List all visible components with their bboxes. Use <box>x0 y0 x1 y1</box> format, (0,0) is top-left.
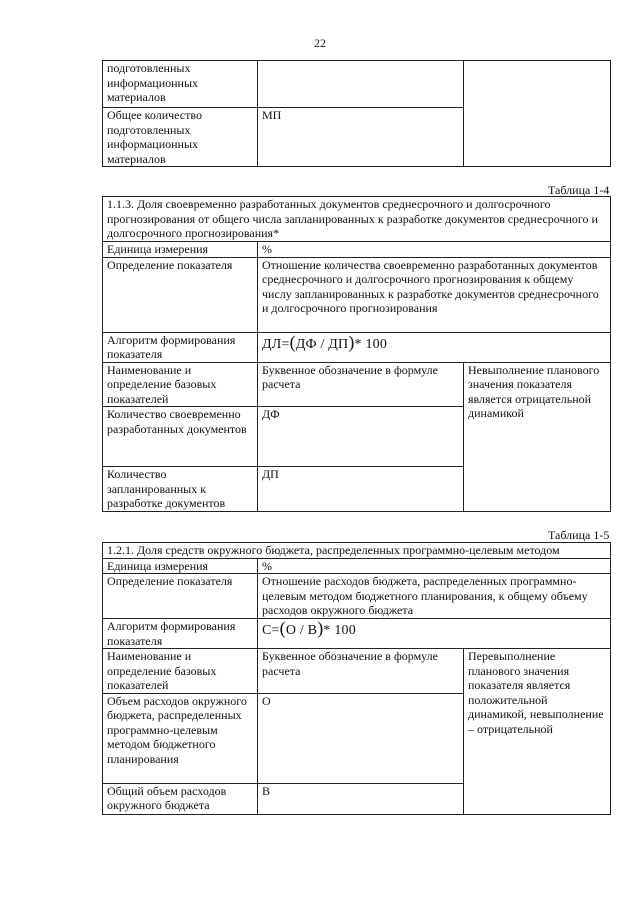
indicator-name-cell: Общее количество подготовленных информационных материалов <box>103 108 258 167</box>
unit-value: % <box>258 242 611 258</box>
symbol-cell <box>258 61 464 108</box>
indicator-name-cell: Количество запланированных к разработке документов <box>103 467 258 512</box>
symbol-header: Буквенное обозначение в формуле расчета <box>258 649 464 694</box>
indicator-name-cell: Общий объем расходов окружного бюджета <box>103 783 258 814</box>
algorithm-label: Алгоритм формирования показателя <box>103 332 258 362</box>
symbol-cell: ДФ <box>258 407 464 467</box>
table-row <box>103 543 611 559</box>
dynamics-cell <box>464 61 611 167</box>
table-row <box>103 649 611 694</box>
indicator-title: 1.1.3. Доля своевременно разработанных документов среднесрочного и долгосрочного прогнозирования от общего числа запланированных к разработке документов среднесрочного и долгосрочного прогнозирования* <box>103 197 611 242</box>
base-indicators-label: Наименование и определение базовых показателей <box>103 649 258 694</box>
table-continuation <box>102 60 611 167</box>
formula: С=(О / В)* 100 <box>258 619 611 649</box>
definition-label: Определение показателя <box>103 257 258 332</box>
table-row <box>103 362 611 407</box>
table-row <box>103 574 611 619</box>
table-row <box>103 197 611 242</box>
indicator-name-cell: подготовленных информационных материалов <box>103 61 258 108</box>
dynamics-cell: Невыполнение планового значения показателя является отрицательной динамикой <box>464 362 611 512</box>
page-number: 22 <box>314 36 326 50</box>
symbol-cell: МП <box>258 108 464 167</box>
indicator-table-1-4 <box>102 196 611 512</box>
indicator-title: 1.2.1. Доля средств окружного бюджета, распределенных программно-целевым методом <box>103 543 611 559</box>
table-row <box>103 61 611 108</box>
table-caption: Таблица 1-4 <box>548 183 610 197</box>
symbol-cell: В <box>258 783 464 814</box>
symbol-header: Буквенное обозначение в формуле расчета <box>258 362 464 407</box>
symbol-cell: ДП <box>258 467 464 512</box>
algorithm-label: Алгоритм формирования показателя <box>103 619 258 649</box>
table-row <box>103 242 611 258</box>
definition-label: Определение показателя <box>103 574 258 619</box>
unit-label: Единица измерения <box>103 558 258 574</box>
unit-value: % <box>258 558 611 574</box>
indicator-name-cell: Объем расходов окружного бюджета, распределенных программно-целевым методом бюджетного планирования <box>103 693 258 783</box>
symbol-cell: О <box>258 693 464 783</box>
dynamics-cell: Перевыполнение планового значения показателя является положительной динамикой, невыполнение – отрицательной <box>464 649 611 815</box>
table-row <box>103 332 611 362</box>
table-row <box>103 558 611 574</box>
definition-value: Отношение расходов бюджета, распределенных программно-целевым методом бюджетного планирования, к общему объему расходов окружного бюджета <box>258 574 611 619</box>
unit-label: Единица измерения <box>103 242 258 258</box>
formula: ДЛ=(ДФ / ДП)* 100 <box>258 332 611 362</box>
definition-value: Отношение количества своевременно разработанных документов среднесрочного и долгосрочного прогнозирования к общему числу запланированных к разработке документов среднесрочного и долгосрочного прогнозирования <box>258 257 611 332</box>
table-row <box>103 619 611 649</box>
indicator-table-1-5 <box>102 542 611 815</box>
indicator-name-cell: Количество своевременно разработанных документов <box>103 407 258 467</box>
base-indicators-label: Наименование и определение базовых показателей <box>103 362 258 407</box>
table-caption: Таблица 1-5 <box>548 528 610 542</box>
table-row <box>103 257 611 332</box>
